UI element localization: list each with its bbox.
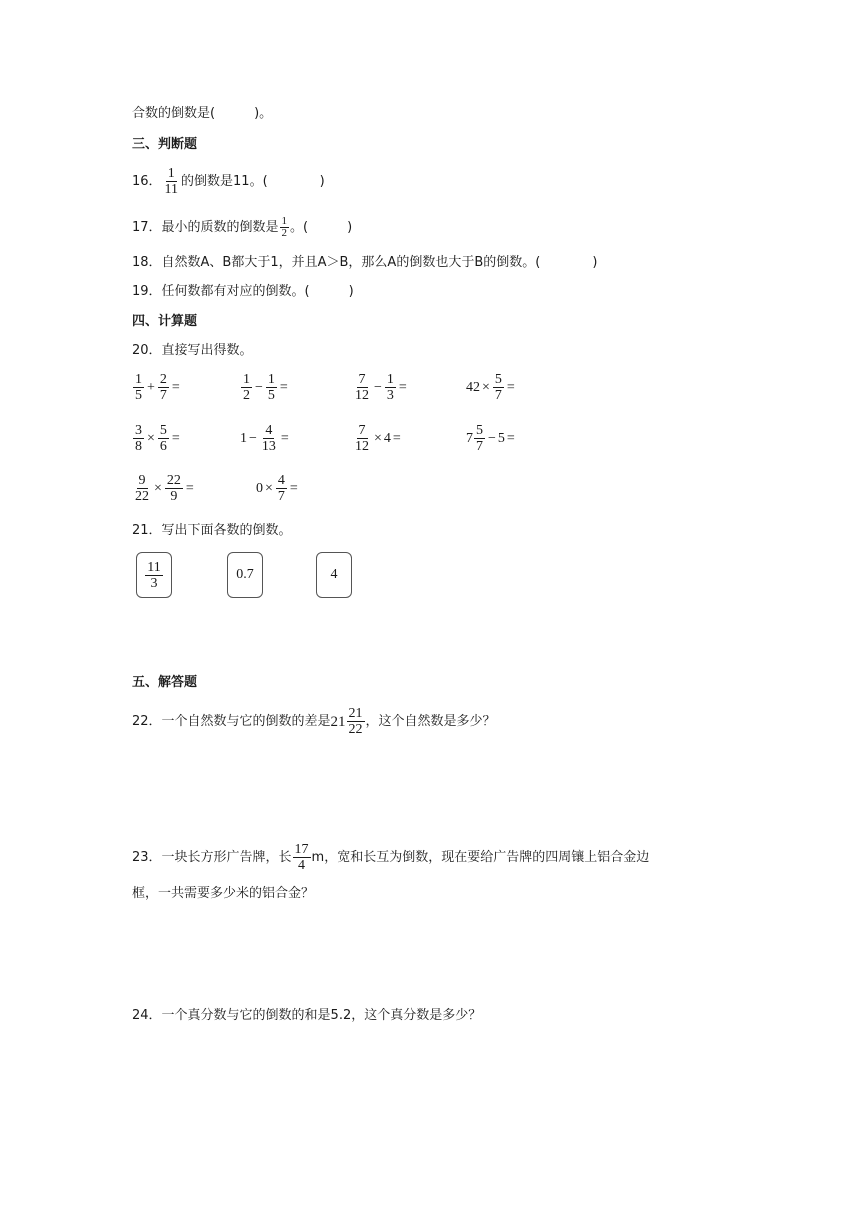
question-21: 21．写出下面各数的倒数。 <box>132 523 292 538</box>
fraction: $\frac{17}{4}$ <box>294 842 309 873</box>
q15-tail: 合数的倒数是( )。 <box>132 106 273 121</box>
q22-text-a: 22．一个自然数与它的倒数的差是 <box>132 713 331 729</box>
calc-expression-4: 42 × $\frac{5}{7}$ = <box>466 372 515 403</box>
fraction: $\frac{7}{12}$ <box>355 423 369 454</box>
q22-text-b: ，这个自然数是多少？ <box>365 713 496 729</box>
number-card-1 <box>136 552 172 598</box>
section-heading-judgement: 三、判断题 <box>132 137 198 152</box>
fraction: $\frac{4}{7}$ <box>277 473 285 504</box>
q16-number: 16． <box>132 173 162 189</box>
q17-fraction: $\frac{1}{2}$ <box>281 215 288 239</box>
number-card-2: 0.7 <box>227 552 263 598</box>
question-16 <box>132 166 325 197</box>
fraction: $\frac{5}{7}$ <box>494 372 502 403</box>
fraction: $\frac{1}{5}$ <box>135 372 142 403</box>
q23-line-2: 框，一共需要多少米的铝合金？ <box>132 886 315 901</box>
calc-expression-8: 7 $\frac{5}{7}$ − 5 = <box>466 423 515 454</box>
calc-expression-10: 0 × $\frac{4}{7}$ = <box>256 473 298 504</box>
question-24: 24．一个真分数与它的倒数的和是5.2，这个真分数是多少？ <box>132 1008 482 1023</box>
question-20: 20．直接写出得数。 <box>132 343 253 358</box>
question-23 <box>132 842 649 873</box>
fraction: $\frac{7}{12}$ <box>355 372 369 403</box>
question-17 <box>132 216 352 239</box>
fraction: $\frac{3}{8}$ <box>135 423 142 454</box>
fraction: $\frac{1}{2}$ <box>243 372 250 403</box>
fraction: $\frac{22}{9}$ <box>166 473 181 504</box>
calc-expression-2: $\frac{1}{2}$ − $\frac{1}{5}$ = <box>243 372 288 403</box>
question-22 <box>132 706 496 737</box>
fraction: $\frac{11}{3}$ <box>147 559 161 591</box>
fraction: $\frac{21}{22}$ <box>348 706 363 737</box>
calc-expression-1: $\frac{1}{5}$ + $\frac{2}{7}$ = <box>135 372 180 403</box>
q16-fraction: $\frac{1}{11}$ <box>164 166 179 197</box>
fraction: $\frac{5}{6}$ <box>159 423 167 454</box>
section-heading-calculation: 四、计算题 <box>132 314 198 329</box>
q17-text-b: 。( ) <box>290 219 353 235</box>
calc-expression-5: $\frac{3}{8}$ × $\frac{5}{6}$ = <box>135 423 180 454</box>
fraction: $\frac{2}{7}$ <box>159 372 167 403</box>
question-18: 18．自然数A、B都大于1，并且A＞B，那么A的倒数也大于B的倒数。( ) <box>132 255 598 270</box>
fraction: $\frac{4}{13}$ <box>261 423 276 454</box>
calc-expression-3: $\frac{7}{12}$ − $\frac{1}{3}$ = <box>355 372 407 403</box>
fraction: $\frac{1}{3}$ <box>386 372 394 403</box>
q23-text-b: m，宽和长互为倒数，现在要给广告牌的四周镶上铝合金边 <box>311 849 650 865</box>
section-heading-answers: 五、解答题 <box>132 675 198 690</box>
calc-expression-6: 1 − $\frac{4}{13}$ = <box>240 423 289 454</box>
fraction: $\frac{5}{7}$ <box>476 423 483 454</box>
number-card-3: 4 <box>316 552 352 598</box>
fraction: $\frac{1}{5}$ <box>267 372 275 403</box>
fraction: $\frac{9}{22}$ <box>135 473 149 504</box>
mixed-number: 21 $\frac{21}{22}$ <box>330 706 363 737</box>
question-19: 19．任何数都有对应的倒数。( ) <box>132 284 354 299</box>
calc-expression-9: $\frac{9}{22}$ × $\frac{22}{9}$ = <box>135 473 194 504</box>
q17-text-a: 17．最小的质数的倒数是 <box>132 219 279 235</box>
q16-text: 的倒数是11。( ) <box>181 173 325 189</box>
q23-text-a: 23．一块长方形广告牌，长 <box>132 849 292 865</box>
calc-expression-7: $\frac{7}{12}$ × 4 = <box>355 423 401 454</box>
